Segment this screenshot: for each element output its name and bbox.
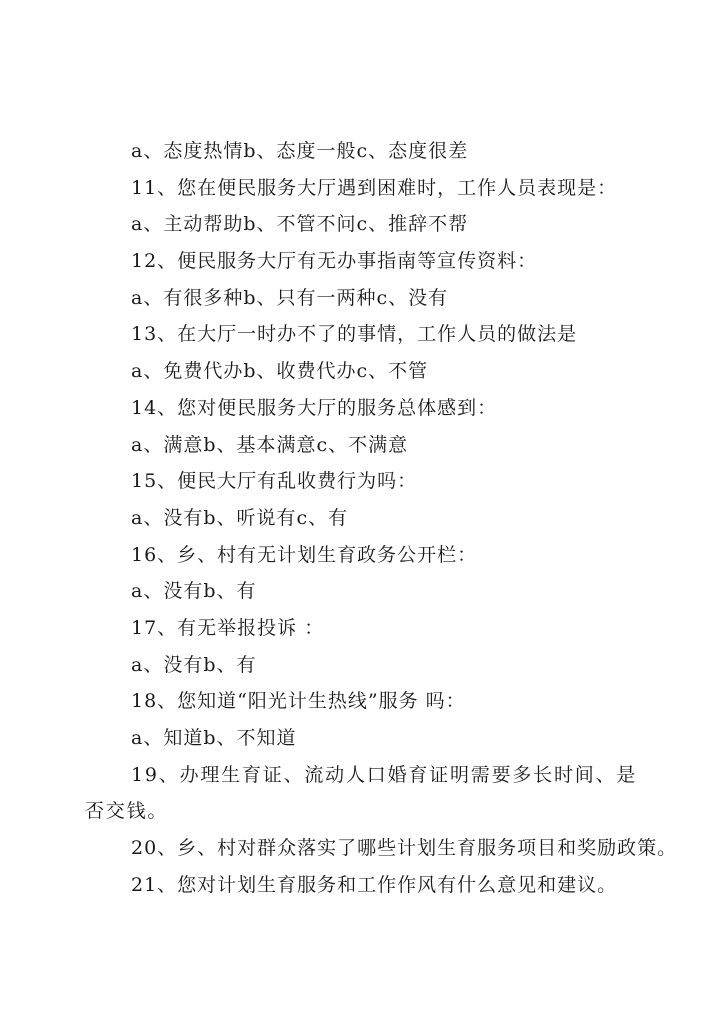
answer-options-15: a、没有b、听说有c、有 [131, 506, 349, 529]
question-20: 20、乡、村对群众落实了哪些计划生育服务项目和奖励政策。 [131, 837, 678, 860]
answer-options-17: a、没有b、有 [131, 653, 257, 676]
question-11: 11、您在便民服务大厅遇到困难时，工作人员表现是： [131, 176, 618, 199]
answer-options-11: a、主动帮助b、不管不问c、推辞不帮 [131, 213, 469, 236]
question-19: 19、办理生育证、流动人口婚育证明需要多长时间、是否交钱。 [85, 763, 638, 823]
answer-options-13: a、免费代办b、收费代办c、不管 [131, 360, 429, 383]
question-14: 14、您对便民服务大厅的服务总体感到： [131, 396, 498, 419]
question-16: 16、乡、村有无计划生育政务公开栏： [131, 543, 478, 566]
question-12: 12、便民服务大厅有无办事指南等宣传资料： [131, 250, 538, 273]
answer-options-14: a、满意b、基本满意c、不满意 [131, 433, 409, 456]
answer-options-18: a、知道b、不知道 [131, 727, 297, 749]
question-15: 15、便民大厅有乱收费行为吗： [131, 470, 418, 493]
question-21: 21、您对计划生育服务和工作作风有什么意见和建议。 [131, 873, 618, 896]
question-17: 17、有无举报投诉 ： [131, 616, 325, 639]
answer-options-12: a、有很多种b、只有一两种c、没有 [131, 286, 449, 309]
question-18: 18、您知道“阳光计生热线”服务 吗： [131, 690, 466, 713]
answer-options-10: a、态度热情b、态度一般c、态度很差 [131, 140, 469, 162]
answer-options-16: a、没有b、有 [131, 580, 257, 603]
document-body [85, 133, 678, 903]
question-13: 13、在大厅一时办不了的事情，工作人员的做法是 [131, 323, 578, 346]
